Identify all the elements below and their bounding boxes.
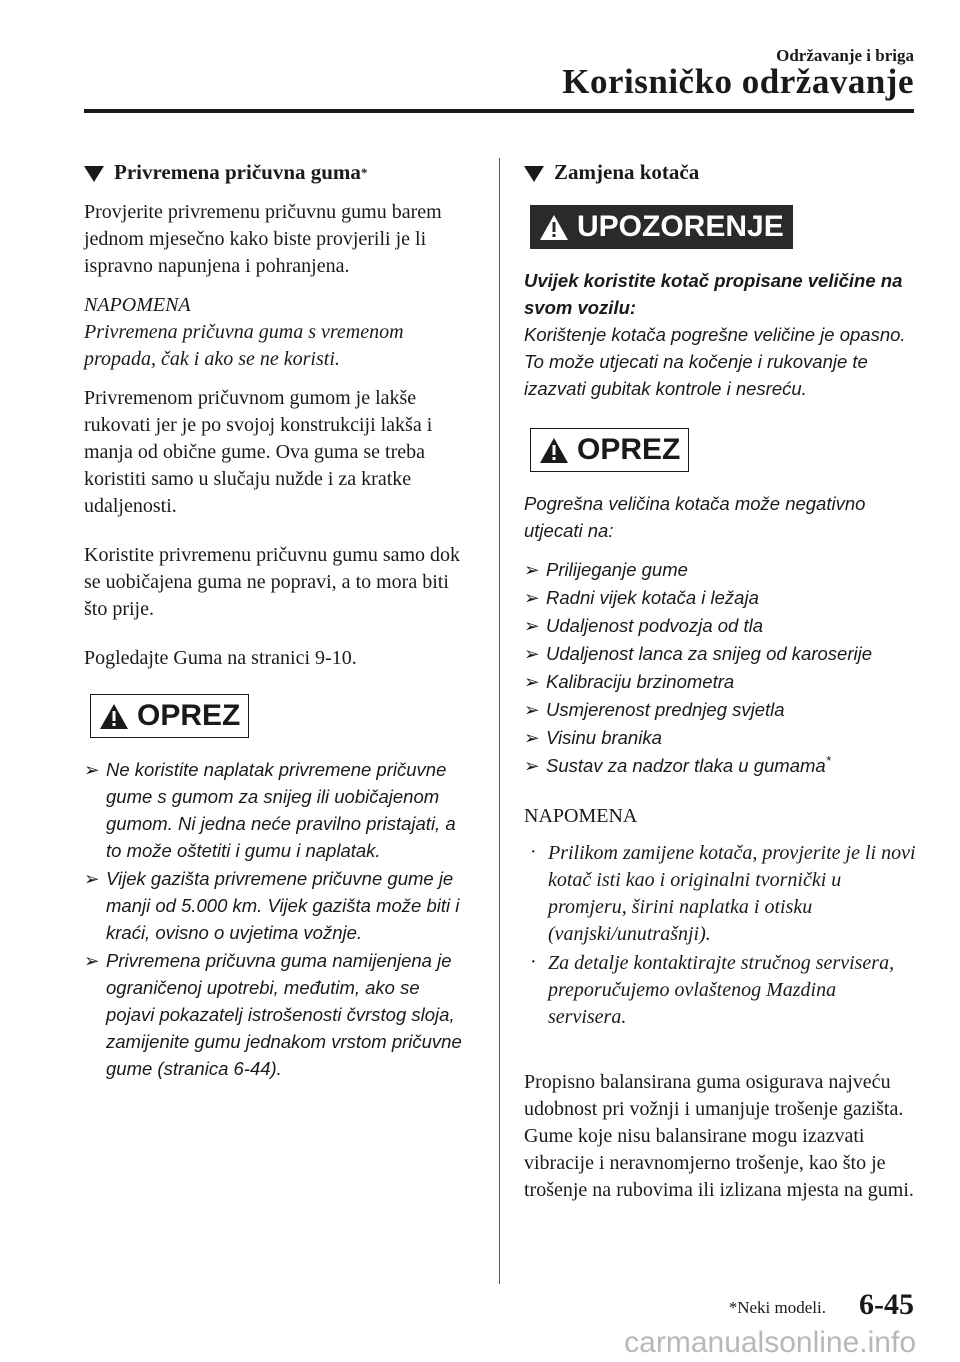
list-item: ➢ Visinu branika [524, 724, 918, 751]
note-body: Privremena pričuvna guma s vremenom propada, čak i ako se ne koristi. [84, 321, 404, 370]
list-item: ➢ Usmjerenost prednjeg svjetla [524, 696, 918, 723]
arrow-icon: ➢ [524, 727, 540, 748]
note-title: NAPOMENA [524, 805, 638, 827]
section-title-wheel-change: Zamjena kotača [524, 160, 918, 185]
right-column [524, 160, 918, 1216]
caution-list [84, 756, 469, 1082]
arrow-icon: ➢ [84, 759, 100, 780]
list-item: ➢ Udaljenost lanca za snijeg od karoserije [524, 640, 918, 667]
list-item: · Prilikom zamijene kotača, provjerite je li novi kotač isti kao i originalni tvornički u promjeru, širini naplatka i otisku (vanjski/unutrašnji). [524, 840, 918, 948]
triangle-down-icon [84, 166, 104, 182]
column-divider [499, 158, 500, 1284]
paragraph: Provjerite privremenu pričuvnu gumu barem jednom mjesečno kako biste provjerili je li ispravno napunjena i pohranjena. [84, 201, 442, 277]
list-item: ➢ Prilijeganje gume [524, 556, 918, 583]
watermark: carmanualsonline.info [624, 1326, 916, 1359]
caution-badge: OPREZ [530, 428, 689, 472]
caution-intro: Pogrešna veličina kotača može negativno utjecati na: [524, 493, 866, 541]
section-title-spare-tire: Privremena pričuvna guma * [84, 160, 469, 185]
list-item: ➢ Privremena pričuvna guma namijenjena je ograničenoj upotrebi, međutim, ako se pojavi pokazatelj istrošenosti čvrstog sloja, zamijenite gumu jednakom vrstom pričuvne gume (stranica 6-44). [84, 947, 469, 1082]
triangle-down-icon [524, 166, 544, 182]
list-item: ➢ Radni vijek kotača i ležaja [524, 584, 918, 611]
list-item: ➢ Vijek gazišta privremene pričuvne gume je manji od 5.000 km. Vijek gazišta može biti i kraći, ovisno o uvjetima vožnje. [84, 865, 469, 946]
arrow-icon: ➢ [524, 755, 540, 776]
warning-badge: UPOZORENJE [530, 205, 793, 249]
warning-body: Korištenje kotača pogrešne veličine je opasno. To može utjecati na kočenje i rukovanje te izazvati gubitak kontrole i nesreću. [524, 324, 906, 399]
arrow-icon: ➢ [524, 643, 540, 664]
warning-triangle-icon [99, 703, 129, 730]
list-item: ➢ Sustav za nadzor tlaka u gumama* [524, 752, 918, 779]
warning-heading: Uvijek koristite kotač propisane veličine na svom vozilu: [524, 270, 903, 318]
caution-list [524, 556, 918, 779]
list-item: ➢ Kalibraciju brzinometra [524, 668, 918, 695]
arrow-icon: ➢ [524, 587, 540, 608]
caution-badge: OPREZ [90, 694, 249, 738]
warning-triangle-icon [539, 437, 569, 464]
list-item: · Za detalje kontaktirajte stručnog servisera, preporučujemo ovlaštenog Mazdina servisera. [524, 950, 918, 1031]
left-column [84, 160, 469, 1083]
list-item: ➢ Udaljenost podvozja od tla [524, 612, 918, 639]
list-item: ➢ Ne koristite naplatak privremene pričuvne gume s gumom za snijeg ili uobičajenom gumom. Ni jedna neće pravilno pristajati, a to može oštetiti i gumu i naplatak. [84, 756, 469, 864]
paragraph: Propisno balansirana guma osigurava najveću udobnost pri vožnji i umanjuje trošenje gazišta. Gume koje nisu balansirane mogu izazvati vibracije i neravnomjerno trošenje, kao što je trošenje na rubovima ili izlizana mjesta na gumi. [524, 1071, 914, 1201]
footnote: *Neki modeli. [728, 1298, 826, 1317]
note-list [524, 840, 918, 1031]
paragraph: Privremenom pričuvnom gumom je lakše rukovati jer je po svojoj konstrukciji lakša i manja od obične gume. Ova guma se treba koristiti samo u slučaju nužde i za kratke udaljenosti. [84, 387, 433, 517]
paragraph: Koristite privremenu pričuvnu gumu samo dok se uobičajena guma ne popravi, a to mora biti što prije. [84, 544, 461, 620]
arrow-icon: ➢ [524, 615, 540, 636]
warning-triangle-icon [539, 214, 569, 241]
header-subtitle: Održavanje i briga [776, 46, 914, 65]
paragraph: Pogledajte Guma na stranici 9-10. [84, 647, 357, 669]
arrow-icon: ➢ [84, 950, 100, 971]
header-title: Korisničko održavanje [562, 62, 914, 101]
page-number: 6-45 [859, 1288, 914, 1321]
arrow-icon: ➢ [84, 868, 100, 889]
header-rule [84, 109, 914, 113]
note-title: NAPOMENA [84, 294, 191, 316]
arrow-icon: ➢ [524, 671, 540, 692]
asterisk-mark: * [825, 752, 831, 768]
arrow-icon: ➢ [524, 559, 540, 580]
arrow-icon: ➢ [524, 699, 540, 720]
